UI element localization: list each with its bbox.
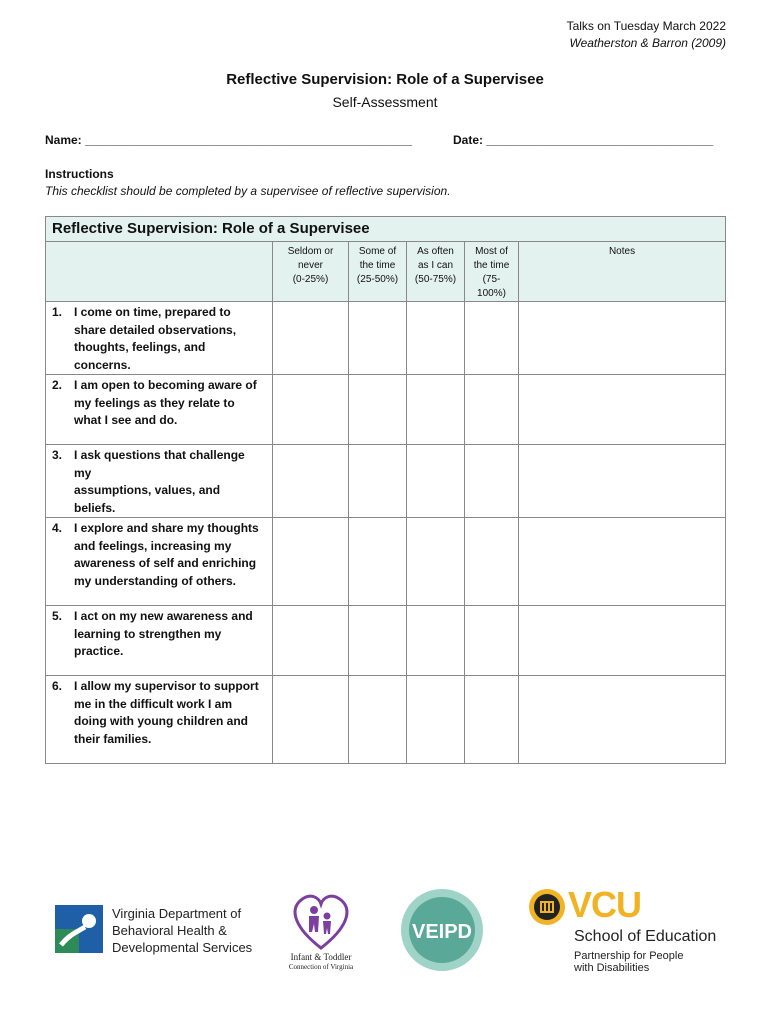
vcu-partnership [574,950,683,974]
item-text-line: my feelings as they relate to [74,395,235,410]
notes-cell[interactable] [519,606,726,676]
col-header-line: (75- [482,274,501,285]
item-text-line: I explore and share my thoughts [74,521,259,535]
item-text-line: and feelings, increasing my [74,538,232,553]
rating-cell-often[interactable] [407,445,465,518]
col-header-line: As often [417,246,454,257]
rating-cell-some[interactable] [349,606,407,676]
item-number: 3. [52,448,63,462]
table-title: Reflective Supervision: Role of a Supervisee [46,217,726,242]
rating-cell-often[interactable] [407,518,465,606]
rating-cell-often[interactable] [407,375,465,445]
itc-line-2: Connection of Virginia [288,963,354,971]
rating-cell-most[interactable] [465,445,519,518]
item-text-line: I come on time, prepared to [74,305,231,319]
col-header-often [407,242,465,302]
item-text-line: me in the difficult work I am [74,696,233,711]
item-number: 1. [52,305,63,319]
rating-cell-most[interactable] [465,302,519,375]
item-6 [46,676,273,764]
item-text-line: their families. [74,731,152,746]
notes-cell[interactable] [519,676,726,764]
item-text-line: learning to strengthen my [74,626,222,641]
item-text-line: my understanding of others. [74,573,237,588]
col-header-line: (25-50%) [356,274,399,285]
rating-cell-most[interactable] [465,606,519,676]
rating-cell-some[interactable] [349,518,407,606]
footer-logos [0,880,770,990]
instructions-text: This checklist should be completed by a supervisee of reflective supervision. [45,184,451,198]
notes-cell[interactable] [519,375,726,445]
item-text-line: thoughts, feelings, and concerns. [74,340,206,372]
notes-cell[interactable] [519,302,726,375]
header-line-2: Weatherston & Barron (2009) [569,36,726,50]
item-3 [46,445,273,518]
item-text-line: I ask questions that challenge my [74,448,245,480]
rating-cell-seldom[interactable] [273,302,349,375]
rating-cell-some[interactable] [349,375,407,445]
rating-cell-most[interactable] [465,518,519,606]
col-header-line: never [297,260,323,271]
rating-cell-seldom[interactable] [273,445,349,518]
col-header-line: 100%) [477,288,506,299]
rating-cell-seldom[interactable] [273,375,349,445]
dbhds-line: Developmental Services [112,940,253,955]
col-header-line: Notes [608,246,636,257]
col-header-seldom [273,242,349,302]
page-subtitle: Self-Assessment [332,94,438,110]
vcu-seal-icon [528,888,566,926]
col-header-line: Some of [358,246,397,257]
item-number: 2. [52,378,63,392]
col-header-line: the time [473,260,510,271]
vcu-logo [528,884,728,983]
vcu-partnership-line: with Disabilities [574,962,650,974]
col-header-line: Most of [475,246,508,257]
page-title: Reflective Supervision: Role of a Supervisee [226,71,544,88]
item-text-line: doing with young children and [74,714,248,728]
vcu-wordmark: VCU [568,884,642,925]
item-text-line: share detailed observations, [74,322,237,337]
item-number: 5. [52,609,63,623]
infant-toddler-logo [285,888,357,978]
rating-cell-most[interactable] [465,375,519,445]
heart-figures-icon [285,888,357,952]
vcu-partnership-line: Partnership for People [574,950,684,962]
item-4 [46,518,273,606]
notes-cell[interactable] [519,445,726,518]
rating-cell-often[interactable] [407,606,465,676]
dbhds-logo-icon [55,905,103,953]
item-text-line: assumptions, values, and beliefs. [74,483,221,515]
col-header-line: the time [359,260,396,271]
item-text-line: I act on my new awareness and [74,609,253,623]
itc-line-1: Infant & Toddler [290,952,352,962]
item-number: 4. [52,521,63,535]
header-line-1: Talks on Tuesday March 2022 [566,19,726,33]
dbhds-line: Behavioral Health & [112,923,227,938]
header-blank-cell [46,242,273,302]
rating-cell-often[interactable] [407,676,465,764]
col-header-line: (0-25%) [292,274,329,285]
veipd-text: VEIPD [411,921,473,943]
date-field[interactable]: Date: __________________________________ [453,133,714,147]
notes-cell[interactable] [519,518,726,606]
item-text-line: I am open to becoming aware of [74,378,257,392]
rating-cell-often[interactable] [407,302,465,375]
dbhds-line: Virginia Department of [112,906,242,921]
item-text-line: I allow my supervisor to support [74,679,259,693]
col-header-notes [519,242,726,302]
item-number: 6. [52,679,63,693]
vcu-school: School of Education [574,928,717,945]
rating-cell-some[interactable] [349,445,407,518]
item-1 [46,302,273,375]
col-header-line: as I can [417,260,454,271]
col-header-line: (50-75%) [414,274,457,285]
veipd-logo [400,888,484,972]
dbhds-logo-text [112,905,252,956]
col-header-some [349,242,407,302]
rating-cell-seldom[interactable] [273,606,349,676]
item-text-line: practice. [74,644,124,658]
rating-cell-seldom[interactable] [273,518,349,606]
item-5 [46,606,273,676]
rating-cell-some[interactable] [349,676,407,764]
col-header-line: Seldom or [287,246,334,257]
rating-cell-seldom[interactable] [273,676,349,764]
checklist-table [45,216,726,764]
name-field[interactable]: Name: _________________________________________________ [45,133,413,147]
rating-cell-some[interactable] [349,302,407,375]
item-text-line: what I see and do. [74,413,178,427]
header-note [567,18,726,52]
item-2 [46,375,273,445]
item-text-line: awareness of self and enriching [74,556,257,570]
instructions-heading: Instructions [45,167,114,181]
col-header-most [465,242,519,302]
rating-cell-most[interactable] [465,676,519,764]
